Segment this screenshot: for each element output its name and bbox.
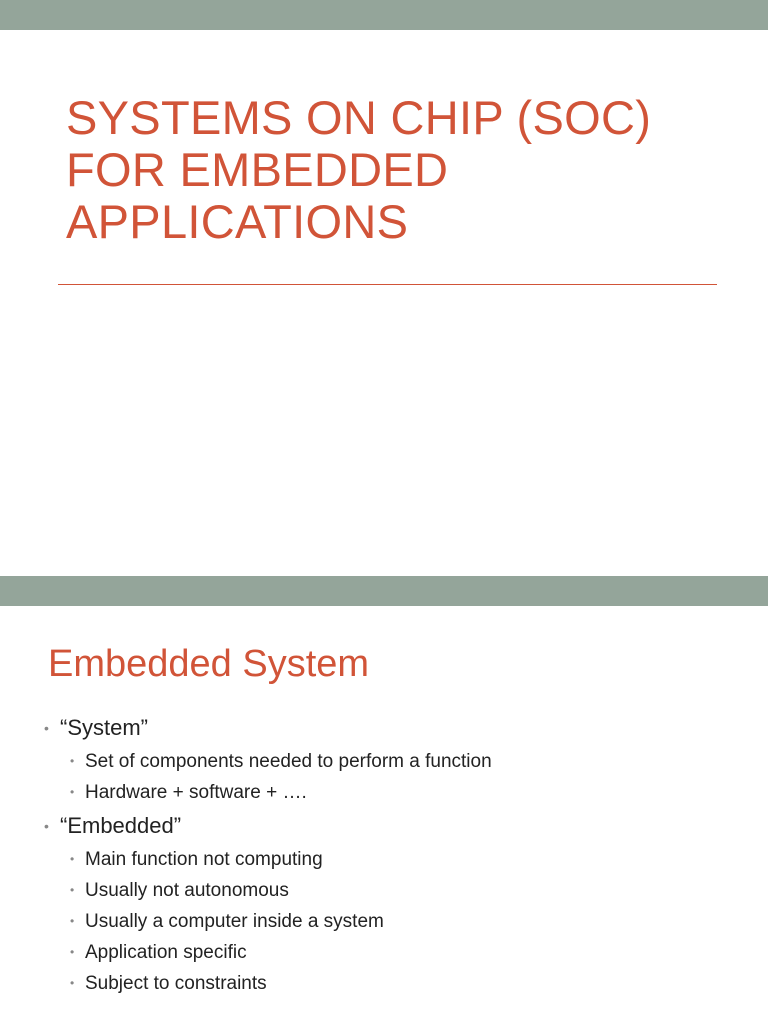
sub-bullet-text: Application specific [85,942,247,963]
sub-bullet-item [60,906,744,937]
sub-bullet-text: Subject to constraints [85,973,267,994]
bullet-item [44,812,744,999]
sub-bullet-text: Usually a computer inside a system [85,911,384,932]
bullet-dot-icon: • [70,945,75,959]
bullet-dot-icon: • [70,785,75,799]
sub-bullet-text: Set of components needed to perform a function [85,751,492,772]
title-line: APPLICATIONS [66,195,409,248]
sub-bullet-item [60,968,744,999]
slide-heading: Embedded System [48,643,370,685]
bullet-dot-icon: • [44,818,49,834]
slide-top-bar [0,0,768,30]
sub-bullet-item [60,844,744,875]
bullet-dot-icon: • [70,754,75,768]
title-underline [58,284,717,285]
title-line: FOR EMBEDDED [66,143,449,196]
sub-bullet-item [60,777,744,808]
slide-top-bar [0,576,768,606]
bullet-text: “Embedded” [60,813,182,838]
slide-title [66,92,746,248]
bullet-list [44,714,744,1003]
bullet-dot-icon: • [44,720,49,736]
sub-bullet-text: Main function not computing [85,849,323,870]
sub-bullet-list [60,746,744,808]
bullet-dot-icon: • [70,852,75,866]
sub-bullet-item [60,746,744,777]
bullet-dot-icon: • [70,883,75,897]
bullet-dot-icon: • [70,914,75,928]
sub-bullet-item [60,875,744,906]
sub-bullet-text: Hardware + software + …. [85,782,307,803]
sub-bullet-list [60,844,744,999]
sub-bullet-item [60,937,744,968]
bullet-dot-icon: • [70,976,75,990]
bullet-text: “System” [60,715,148,740]
content-slide [0,576,768,1024]
bullet-item [44,714,744,808]
title-line: SYSTEMS ON CHIP (SOC) [66,91,652,144]
sub-bullet-text: Usually not autonomous [85,880,289,901]
